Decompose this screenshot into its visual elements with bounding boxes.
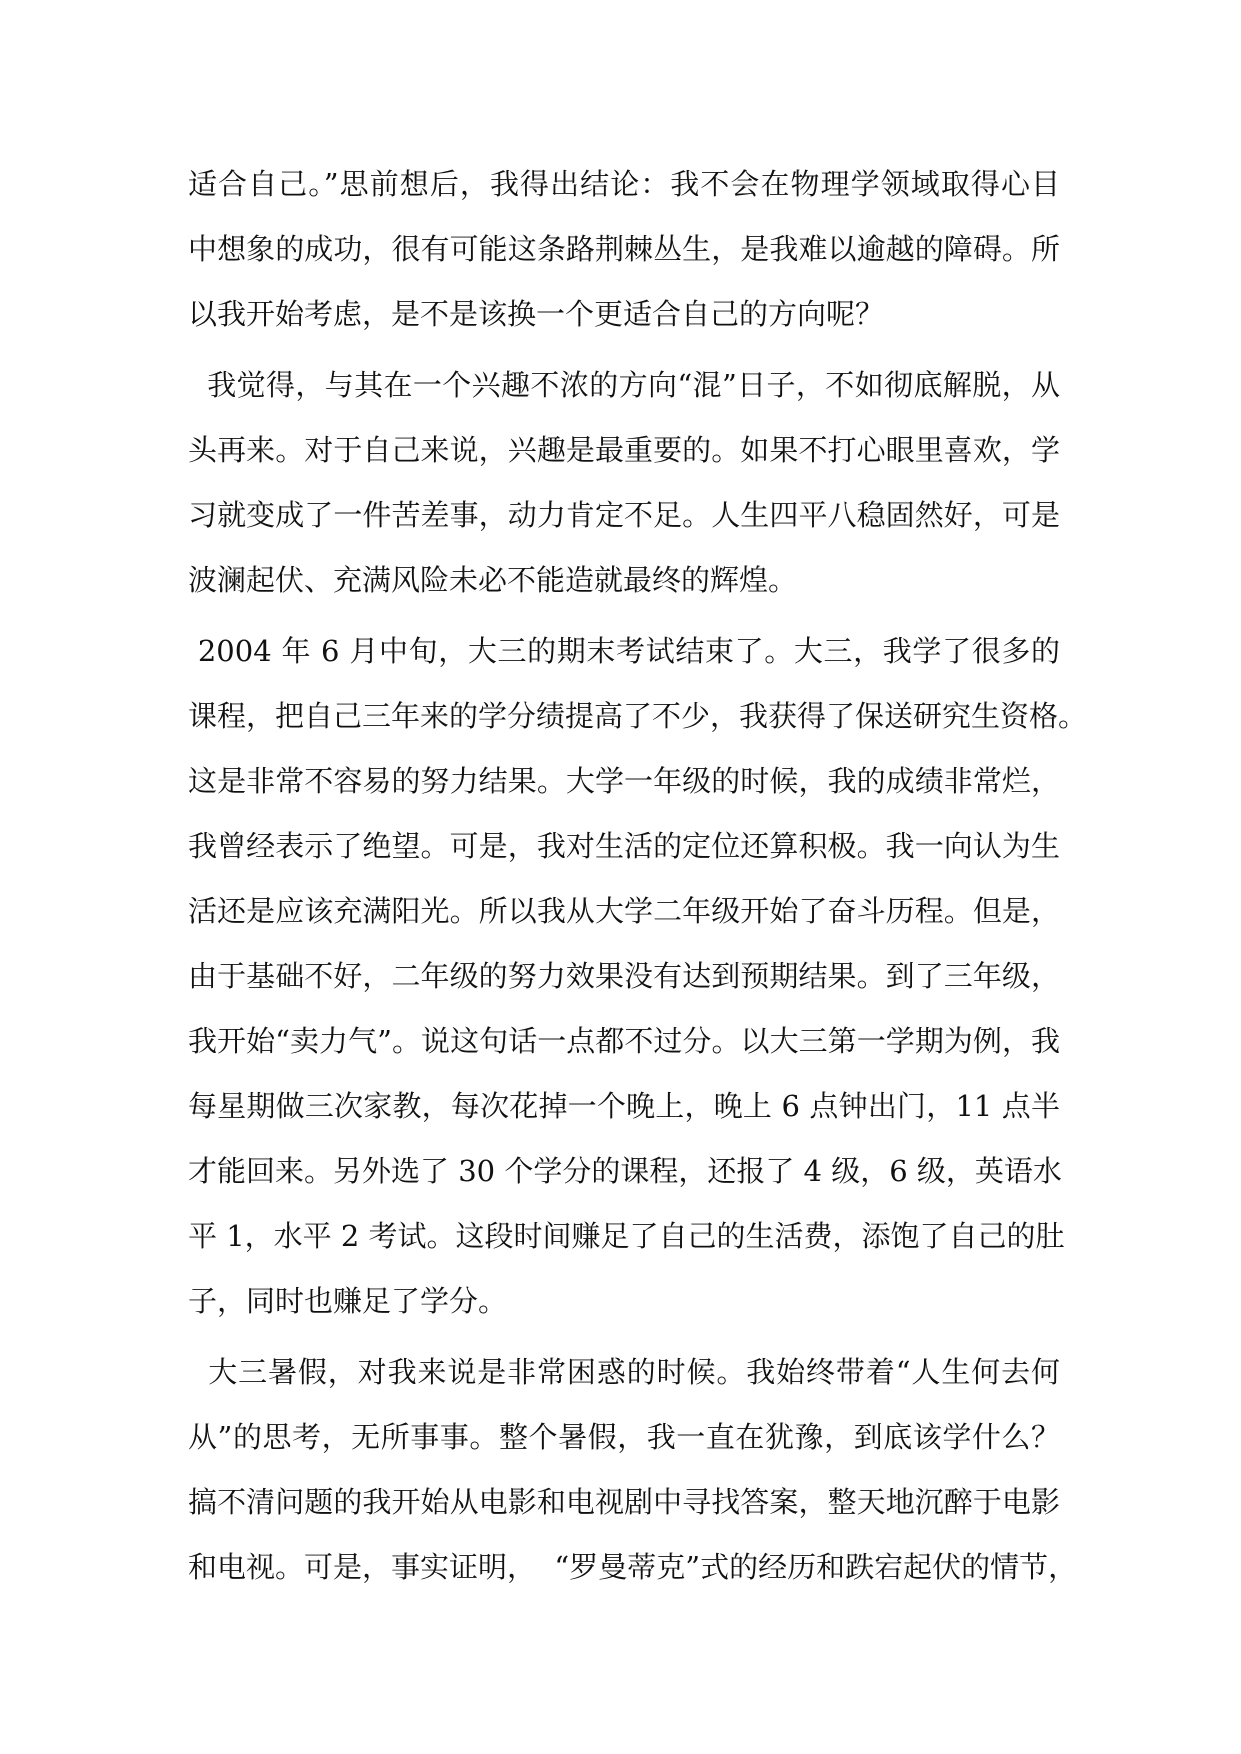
text-line-5: 头再来。对于自己来说，兴趣是最重要的。如果不打心眼里喜欢，学 [188,433,1060,467]
text-line-6: 习就变成了一件苦差事，动力肯定不足。人生四平八稳固然好，可是 [188,498,1060,532]
text-line-10: 这是非常不容易的努力结果。大学一年级的时候，我的成绩非常烂， [188,764,1060,798]
text-line-17: 平 1，水平 2 考试。这段时间赚足了自己的生活费，添饱了自己的肚 [188,1219,1065,1253]
text-line-12: 活还是应该充满阳光。所以我从大学二年级开始了奋斗历程。但是， [188,894,1060,928]
text-line-3: 以我开始考虑，是不是该换一个更适合自己的方向呢？ [188,297,885,331]
text-line-19: 大三暑假，对我来说是非常困惑的时候。我始终带着“人生何去何 [188,1355,1060,1389]
text-line-13: 由于基础不好，二年级的努力效果没有达到预期结果。到了三年级， [188,959,1060,993]
text-line-18: 子，同时也赚足了学分。 [188,1284,508,1318]
text-line-22: 和电视。可是，事实证明， “罗曼蒂克”式的经历和跌宕起伏的情节， [188,1550,1078,1584]
text-line-15: 每星期做三次家教，每次花掉一个晚上，晚上 6 点钟出门，11 点半 [188,1089,1060,1123]
text-line-4: 我觉得，与其在一个兴趣不浓的方向“混”日子，不如彻底解脱，从 [188,368,1060,402]
text-line-11: 我曾经表示了绝望。可是，我对生活的定位还算积极。我一向认为生 [188,829,1060,863]
text-line-14: 我开始“卖力气”。说这句话一点都不过分。以大三第一学期为例，我 [188,1024,1060,1058]
text-line-1: 适合自己。”思前想后，我得出结论：我不会在物理学领域取得心目 [188,167,1060,201]
text-line-2: 中想象的成功，很有可能这条路荆棘丛生，是我难以逾越的障碍。所 [188,232,1060,266]
text-line-8: 2004 年 6 月中旬，大三的期末考试结束了。大三，我学了很多的 [188,634,1060,668]
document-body [188,152,1088,1600]
text-line-9: 课程，把自己三年来的学分绩提高了不少，我获得了保送研究生资格。 [188,699,1088,733]
text-line-16: 才能回来。另外选了 30 个学分的课程，还报了 4 级，6 级，英语水 [188,1154,1062,1188]
text-line-21: 搞不清问题的我开始从电影和电视剧中寻找答案，整天地沉醉于电影 [188,1485,1060,1519]
text-line-20: 从”的思考，无所事事。整个暑假，我一直在犹豫，到底该学什么？ [188,1420,1060,1454]
text-line-7: 波澜起伏、充满风险未必不能造就最终的辉煌。 [188,563,798,597]
